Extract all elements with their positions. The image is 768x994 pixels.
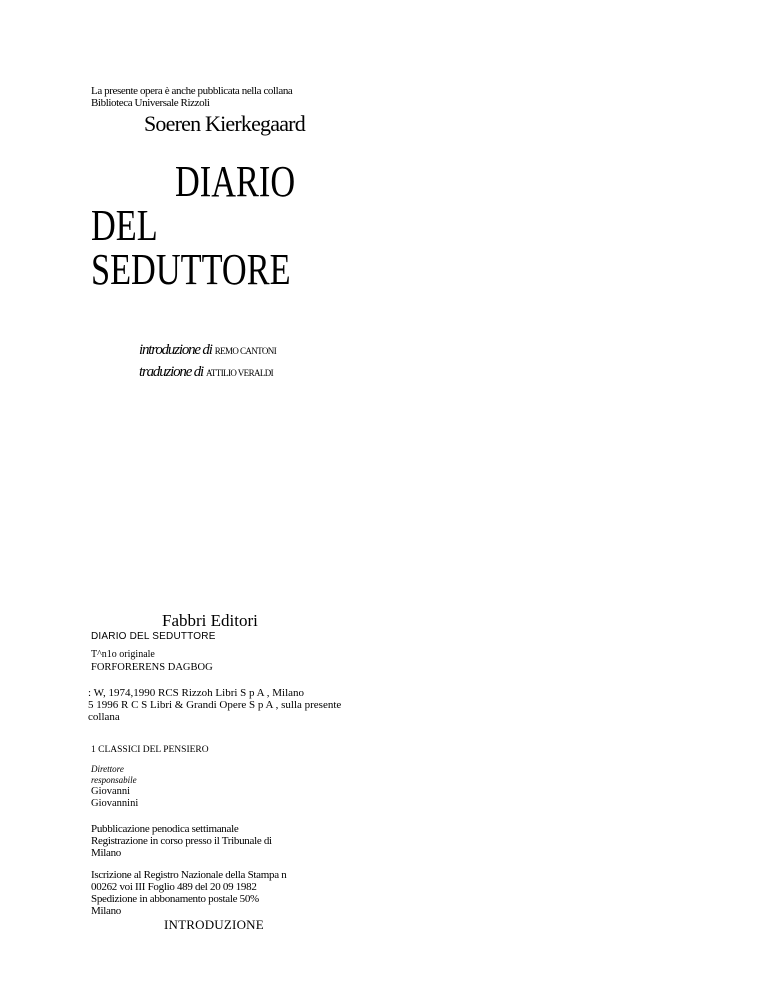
series-note-line: La presente opera è anche pubblicata nella collana [91,85,293,97]
introduction-credit [139,342,276,359]
section-heading: INTRODUZIONE [164,917,264,932]
series-name: 1 CLASSICI DEL PENSIERO [91,745,209,755]
publisher-name: Fabbri Editori [162,611,258,630]
series-note [91,85,292,109]
copyright-line: 5 1996 R C S Libri & Grandi Opere S p A , sulla presente [88,699,342,711]
colophon-title: DIARIO DEL SEDUTTORE [91,631,216,642]
copyright-line: : W, 1974,1990 RCS Rizzoh Libri S p A , Milano [88,687,305,699]
original-title-label: T^n1o originale [91,649,155,660]
director-label-line: responsabile [91,775,137,785]
registry-line: Milano [91,905,121,917]
periodical-line: Milano [91,847,121,859]
copyright-line: collana [88,711,120,723]
director-label [91,764,137,786]
registry-line: Spedizione in abbonamento postale 50% [91,893,259,905]
director-label-line: Direttore [91,764,124,774]
book-title-line: DEL [91,201,158,250]
book-title-line: DIARIO [175,157,296,206]
director-name [91,786,138,810]
original-title: FORFORERENS DAGBOG [91,662,213,673]
director-name-line: Giovanni [91,786,131,797]
translation-credit [139,364,273,381]
registry-info [91,869,286,917]
translator-name: ATTILIO VERALDI [206,368,274,378]
introduction-author: REMO CANTONI [214,346,277,356]
copyright-block [88,687,341,723]
translation-label: traduzione di [139,364,203,380]
author-name: Soeren Kierkegaard [144,111,305,136]
periodical-line: Pubblicazione penodica settimanale [91,823,239,835]
introduction-label: introduzione di [139,342,212,358]
book-title-line: SEDUTTORE [91,245,291,294]
registry-line: Iscrizione al Registro Nazionale della Stampa n [91,869,287,881]
periodical-info [91,823,272,859]
registry-line: 00262 voi III Foglio 489 del 20 09 1982 [91,881,257,893]
series-note-line: Biblioteca Universale Rizzoli [91,97,210,109]
director-name-line: Giovannini [91,798,139,809]
periodical-line: Registrazione in corso presso il Tribunale di [91,835,272,847]
